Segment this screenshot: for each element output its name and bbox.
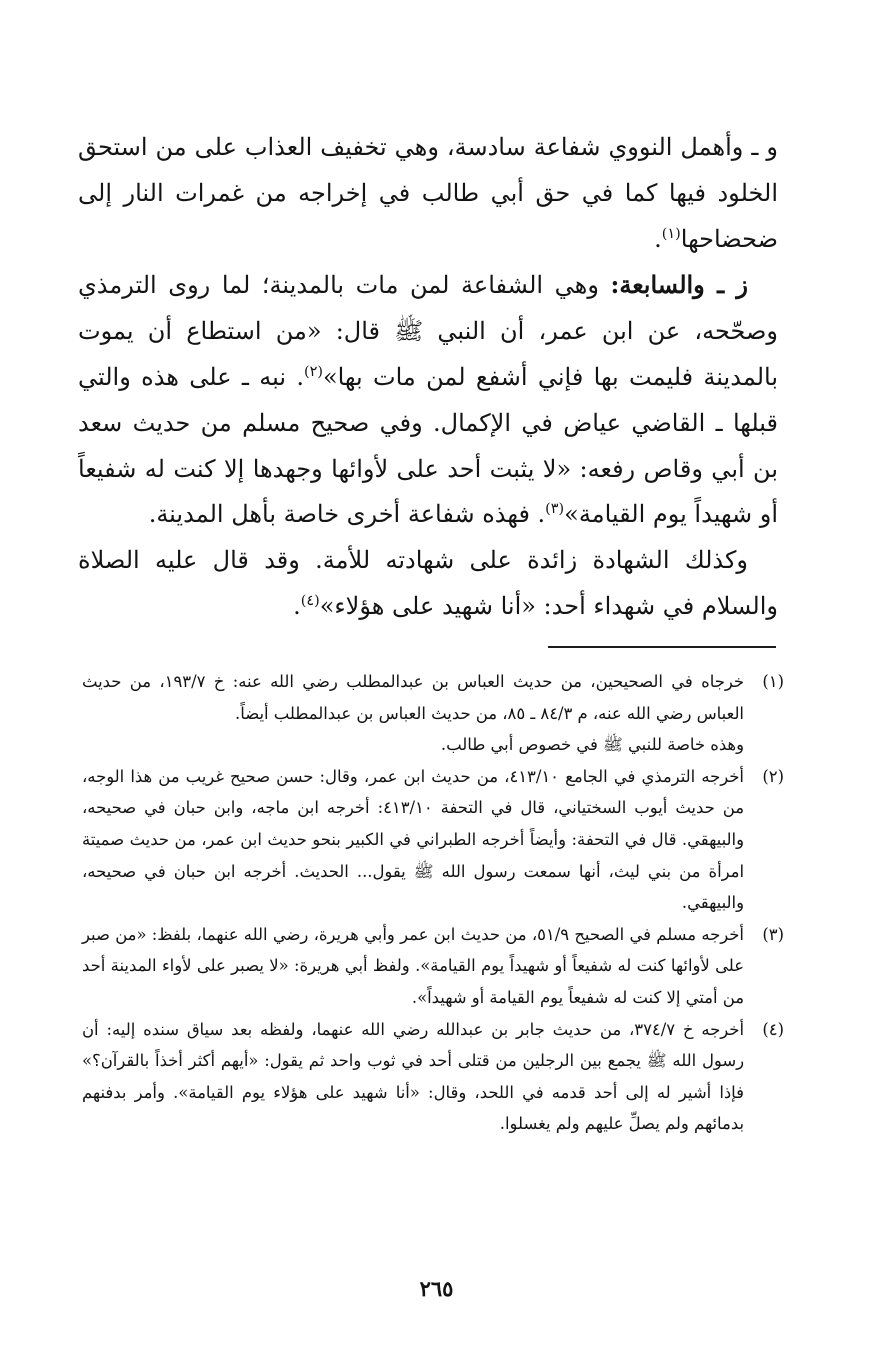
footnote-number: (٢) — [762, 766, 784, 786]
footnotes — [82, 666, 784, 1140]
footnote-text: خرجاه في الصحيحين، من حديث العباس بن عبدالمطلب رضي الله عنه: خ ١٩٣/٧، من حديث العباس رضي الله عنه، م ٨٤/٣ ـ ٨٥، من حديث العباس بن عبدالمطلب أيضاً. — [82, 672, 745, 723]
footnote-text: أخرجه خ ٣٧٤/٧، من حديث جابر بن عبدالله رضي الله عنهما، ولفظه بعد سياق سنده إليه: أن رسول الله ﷺ يجمع بين الرجلين من قتلى أحد في ثوب واحد ثم يقول: «أيهم أكثر أخذاً بالقرآن؟» فإذا أشير له إلى أحد قدمه في اللحد، وقال: «أنا شهيد على هؤلاء يوم القيامة». وأمر بدفنهم بدمائهم ولم يصلِّ عليهم ولم يغسلوا. — [82, 1019, 744, 1134]
footnote-3 — [82, 919, 784, 1014]
footnote-ref-3: (٣) — [545, 501, 565, 518]
paragraph-1-text: و ـ وأهمل النووي شفاعة سادسة، وهي تخفيف العذاب على من استحق الخلود فيها كما في حق أبي طالب في إخراجه من غمرات النار إلى ضحضاحها — [78, 133, 778, 253]
paragraph-1: و ـ وأهمل النووي شفاعة سادسة، وهي تخفيف العذاب على من استحق الخلود فيها كما في حق أبي طالب في إخراجه من غمرات النار إلى ضحضاحها$^{(١)}$. — [78, 133, 778, 253]
footnote-ref-2: (٢) — [303, 363, 323, 380]
paragraph-3 — [78, 538, 778, 630]
paragraph-3-text: وكذلك الشهادة زائدة على شهادته للأمة. وقد قال عليه الصلاة والسلام في شهداء أحد: «أنا شهيد على هؤلاء» — [78, 546, 778, 620]
footnote-divider — [548, 646, 776, 648]
paragraph-2-text-a: وهي الشفاعة لمن مات بالمدينة؛ لما روى الترمذي وصحّحه، عن ابن عمر، أن النبي ﷺ قال: «من استطاع أن يموت بالمدينة فليمت بها فإني أشفع لمن مات بها» — [78, 271, 778, 391]
paragraph-2-text-b: . نبه ـ على هذه والتي قبلها ـ القاضي عياض في الإكمال. وفي صحيح مسلم من حديث سعد بن أبي وقاص رفعه: «لا يثبت أحد على لأوائها وجهدها إلا كنت له شفيعاً أو شهيداً يوم القيامة» — [78, 362, 779, 529]
paragraph-2-heading: ز ـ والسابعة: — [610, 270, 748, 300]
footnote-1 — [82, 666, 784, 761]
paragraph-2 — [78, 262, 778, 538]
paragraph-3-end: . — [293, 591, 301, 620]
page-number: ٢٦٥ — [419, 1276, 454, 1301]
footnote-4 — [82, 1014, 784, 1140]
footnote-ref-4: (٤) — [300, 592, 320, 609]
footnote-number: (١) — [762, 672, 784, 691]
footnote-number: (٣) — [762, 924, 784, 944]
footnote-2 — [82, 761, 784, 919]
footnote-ref-1: (١) — [661, 225, 681, 242]
main-text — [78, 125, 778, 630]
footnote-text: أخرجه مسلم في الصحيح ٥١/٩، من حديث ابن عمر وأبي هريرة، رضي الله عنهما، بلفظ: «من صبر على لأوائها كنت له شفيعاً أو شهيداً يوم القيامة». ولفظ أبي هريرة: «لا يصبر على لأواء المدينة أحد من أمتي إلا كنت له شفيعاً يوم القيامة أو شهيداً». — [82, 924, 744, 1007]
footnote-text: أخرجه الترمذي في الجامع ٤١٣/١٠، من حديث ابن عمر، وقال: حسن صحيح غريب من هذا الوجه، من حديث أيوب السختياني، قال في التحفة ٤١٣/١٠: أخرجه ابن ماجه، وابن حبان في صحيحه، والبيهقي. قال في التحفة: وأيضاً أخرجه الطبراني في الكبير بنحو حديث ابن عمر، من حديث صميتة امرأة من بني ليث، أنها سمعت رسول الله ﷺ يقول... الحديث. أخرجه ابن حبان في صحيحه، والبيهقي. — [82, 766, 744, 913]
footnote-text: وهذه خاصة للنبي ﷺ في خصوص أبي طالب. — [440, 735, 744, 755]
footnote-number: (٤) — [762, 1019, 784, 1039]
paragraph-2-text-c: . فهذه شفاعة أخرى خاصة بأهل المدينة. — [148, 500, 546, 529]
